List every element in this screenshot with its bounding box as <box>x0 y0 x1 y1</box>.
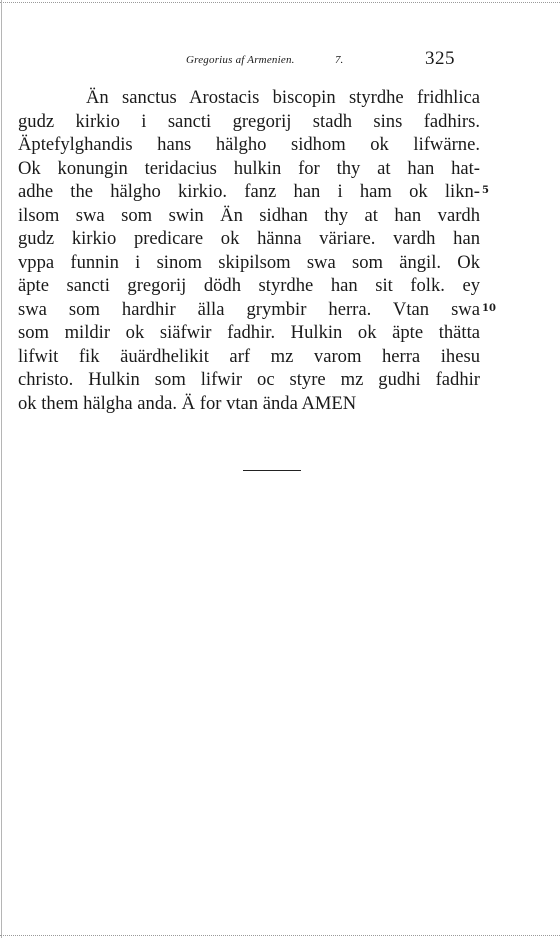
text-line: christo. Hulkin som lifwir oc styre mz gudhi fadhir <box>18 369 480 390</box>
text-line: gudz kirkio predicare ok hänna väriare. vardh han <box>18 228 480 249</box>
text-line: Ok konungin teridacius hulkin for thy at han hat- <box>18 157 480 179</box>
text-line: gudz kirkio i sancti gregorij stadh sins fadhirs. <box>18 110 480 132</box>
text-line: äpte sancti gregorij dödh styrdhe han sit folk. ey <box>18 275 480 296</box>
page-top-edge <box>0 2 560 3</box>
text-line: vppa funnin i sinom skipilsom swa som ängil. Ok <box>18 251 480 273</box>
line-number-marker: 10 <box>482 303 496 314</box>
line-number-marker: 5 <box>482 185 489 196</box>
running-head <box>0 48 560 74</box>
text-line: adhe the hälgho kirkio. fanz han i ham ok likn- <box>18 181 480 202</box>
text-line: Än sanctus Arostacis biscopin styrdhe fridhlica <box>86 87 480 108</box>
section-end-rule <box>243 470 301 471</box>
text-line: swa som hardhir älla grymbir herra. Vtan swa <box>18 298 480 320</box>
page-bottom-edge <box>0 935 560 936</box>
text-line: som mildir ok siäfwir fadhir. Hulkin ok äpte thätta <box>18 322 480 343</box>
chapter-number: 7. <box>335 54 344 66</box>
page-number: 325 <box>425 48 455 69</box>
body-text <box>18 86 480 415</box>
running-title: Gregorius af Armenien. <box>186 54 295 66</box>
text-line: lifwit fik äuärdhelikit arf mz varom herra ihesu <box>18 345 480 367</box>
page-left-edge <box>1 0 2 938</box>
text-line: ilsom swa som swin Än sidhan thy at han vardh <box>18 204 480 226</box>
text-line: Äptefylghandis hans hälgho sidhom ok lifwärne. <box>18 134 480 155</box>
text-line: ok them hälgha anda. Ä for vtan ända AMEN <box>18 392 357 414</box>
